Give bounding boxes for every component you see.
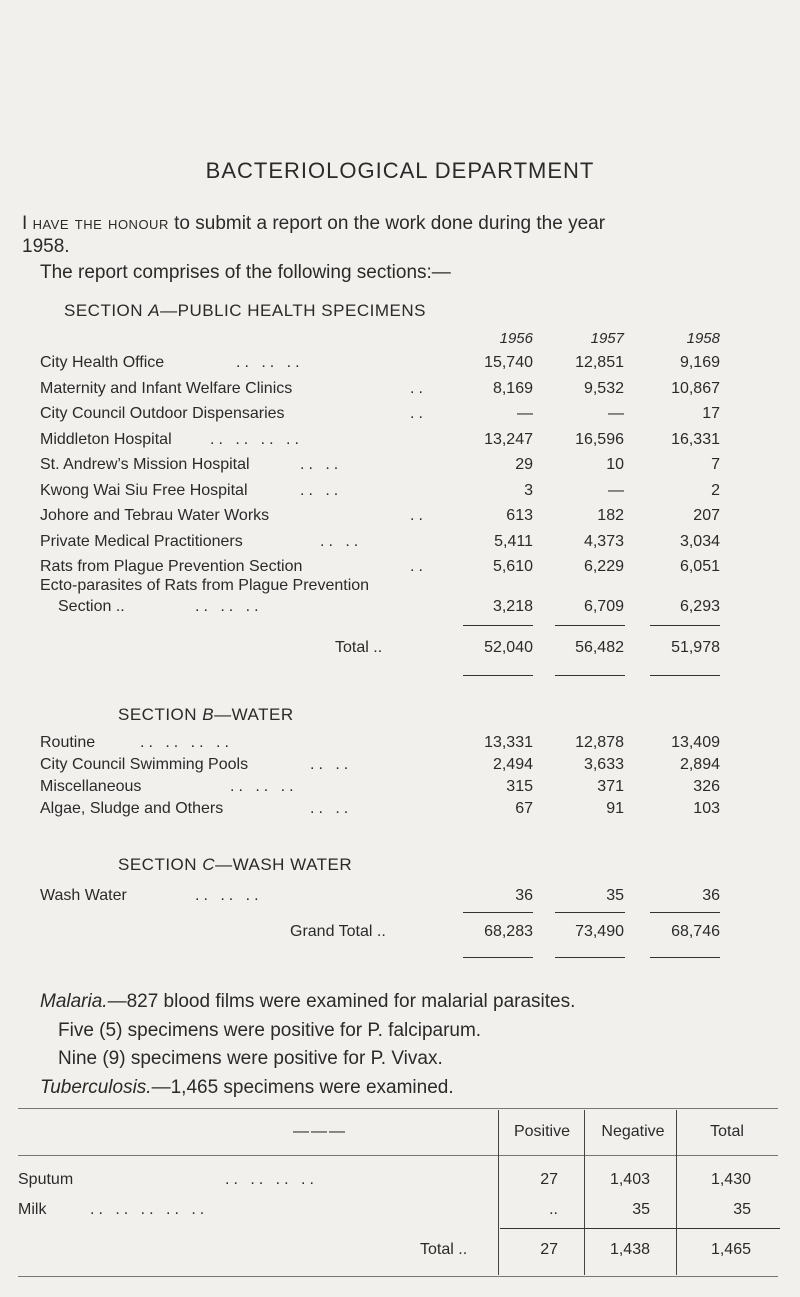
section-b-heading: SECTION B—WATER xyxy=(118,705,294,724)
intro-smallcaps: have the honour xyxy=(32,213,169,234)
section-a-heading: SECTION A—PUBLIC HEALTH SPECIMENS xyxy=(64,301,426,320)
rule-a-1956-bottom xyxy=(463,675,533,676)
malaria-text: —827 blood films were examined for malarial parasites. xyxy=(107,991,576,1012)
row-label: Johore and Tebrau Water Works xyxy=(40,507,270,524)
row-dots: .. .. xyxy=(300,456,343,473)
tb-header-total: Total xyxy=(710,1123,744,1140)
row-value-1957: 6,229 xyxy=(583,558,624,575)
intro-line-2: 1958. xyxy=(22,236,70,257)
tb-row-positive: .. xyxy=(549,1201,558,1218)
row-value-1957: 35 xyxy=(606,887,624,904)
tb-total-positive: 27 xyxy=(540,1241,558,1258)
ecto-label-line-2: Section .. xyxy=(58,598,125,615)
row-value-1958: 13,409 xyxy=(671,734,720,751)
section-a-total-1958: 51,978 xyxy=(671,639,720,656)
tuberculosis-line xyxy=(40,1077,454,1099)
row-value-1957: 91 xyxy=(606,800,624,817)
row-value-1958: 17 xyxy=(702,405,720,422)
ecto-label-line-1: Ecto-parasites of Rats from Plague Prevention xyxy=(40,577,370,594)
rule-c-1958-top xyxy=(650,912,720,913)
row-value-1957: 10 xyxy=(606,456,624,473)
section-c-heading: SECTION C—WASH WATER xyxy=(118,855,353,874)
row-dots: .. .. xyxy=(310,756,353,773)
tb-corner: ——— xyxy=(293,1123,347,1140)
row-value-1957: 4,373 xyxy=(583,532,624,550)
row-value-1956: 3 xyxy=(524,481,533,499)
rule-c-1958-bottom xyxy=(650,957,720,958)
row-label: City Health Office xyxy=(40,354,165,371)
rule-c-1956-bottom xyxy=(463,957,533,958)
row-value-1956: 13,331 xyxy=(484,734,533,751)
row-dots: .. xyxy=(410,507,427,524)
page-title: BACTERIOLOGICAL DEPARTMENT xyxy=(205,158,595,183)
row-label: Miscellaneous xyxy=(40,778,142,795)
row-label: Maternity and Infant Welfare Clinics xyxy=(40,379,293,397)
tb-row-total: 35 xyxy=(733,1201,751,1218)
rule-c-1956-top xyxy=(463,912,533,913)
row-value-1956: 2,494 xyxy=(492,756,533,773)
row-value-1957: 182 xyxy=(597,507,624,524)
row-dots: .. .. xyxy=(300,481,343,499)
row-label: Routine xyxy=(40,734,96,751)
ecto-1956: 3,218 xyxy=(492,598,533,615)
row-value-1958: 3,034 xyxy=(679,532,720,550)
tb-row-label: Milk xyxy=(18,1201,47,1218)
section-a-total-1957: 56,482 xyxy=(575,639,624,656)
row-value-1957: 12,878 xyxy=(575,734,624,751)
tb-row-positive: 27 xyxy=(540,1171,558,1188)
rule-c-1957-bottom xyxy=(555,957,625,958)
tb-header-negative: Negative xyxy=(601,1123,665,1140)
malaria-line-1 xyxy=(40,991,575,1013)
row-label: Rats from Plague Prevention Section xyxy=(40,558,303,575)
row-value-1956: 15,740 xyxy=(484,354,533,371)
row-value-1956: 36 xyxy=(515,887,533,904)
row-value-1956: 13,247 xyxy=(484,430,533,448)
tb-row-total: 1,430 xyxy=(710,1171,751,1188)
row-dots: .. .. .. .. xyxy=(140,734,233,751)
row-value-1958: 326 xyxy=(693,778,720,795)
tb-header-rule xyxy=(18,1155,778,1156)
rule-a-1957-bottom xyxy=(555,675,625,676)
row-value-1957: — xyxy=(608,405,624,422)
row-value-1957: 16,596 xyxy=(575,430,624,448)
row-value-1956: — xyxy=(517,405,533,422)
row-value-1956: 8,169 xyxy=(492,379,533,397)
year-1958: 1958 xyxy=(686,330,720,347)
rule-a-1956-top xyxy=(463,625,533,626)
row-label: City Council Swimming Pools xyxy=(40,756,249,773)
row-dots: .. .. xyxy=(320,532,363,550)
intro-line-1-rest: to submit a report on the work done during the year xyxy=(174,213,606,234)
row-label: Algae, Sludge and Others xyxy=(40,800,224,817)
row-value-1958: 2,894 xyxy=(679,756,720,773)
row-value-1956: 315 xyxy=(506,778,533,795)
tb-row-label: Sputum xyxy=(18,1171,74,1188)
row-value-1957: 371 xyxy=(597,778,624,795)
row-value-1957: 9,532 xyxy=(583,379,624,397)
row-value-1956: 29 xyxy=(515,456,533,473)
row-value-1958: 207 xyxy=(693,507,720,524)
malaria-heading: Malaria. xyxy=(40,991,108,1012)
row-dots: .. .. .. xyxy=(230,778,298,795)
tuberculosis-text: —1,465 specimens were examined. xyxy=(151,1077,454,1098)
row-value-1956: 67 xyxy=(515,800,533,817)
intro-first-word: I xyxy=(22,213,28,234)
tb-row-dots: .. .. .. .. .. xyxy=(90,1201,209,1218)
row-dots: .. .. xyxy=(310,800,353,817)
rule-c-1957-top xyxy=(555,912,625,913)
ecto-1957: 6,709 xyxy=(583,598,624,615)
row-value-1958: 7 xyxy=(711,456,720,473)
row-value-1957: 3,633 xyxy=(583,756,624,773)
intro-line-1 xyxy=(22,213,605,235)
row-dots: .. xyxy=(410,405,427,422)
row-value-1958: 6,051 xyxy=(679,558,720,575)
tb-table-bottom-rule xyxy=(18,1276,778,1277)
row-value-1958: 9,169 xyxy=(679,354,720,371)
row-label: Private Medical Practitioners xyxy=(40,532,243,550)
row-label: Wash Water xyxy=(40,887,127,904)
tb-total-rule xyxy=(500,1228,780,1229)
malaria-line-3: Nine (9) specimens were positive for P. Vivax. xyxy=(58,1048,443,1069)
row-value-1957: — xyxy=(608,481,624,499)
tb-row-dots: .. .. .. .. xyxy=(225,1171,318,1188)
row-label: Kwong Wai Siu Free Hospital xyxy=(40,481,248,499)
row-label: St. Andrew’s Mission Hospital xyxy=(40,456,250,473)
section-a-total-label: Total .. xyxy=(335,639,383,656)
row-value-1958: 36 xyxy=(702,887,720,904)
row-dots: .. xyxy=(410,558,427,575)
tb-row-negative: 1,403 xyxy=(609,1171,650,1188)
tb-table-top-rule xyxy=(18,1108,778,1109)
tb-row-negative: 35 xyxy=(632,1201,650,1218)
rule-a-1957-top xyxy=(555,625,625,626)
row-value-1958: 103 xyxy=(693,800,720,817)
grand-total-1956: 68,283 xyxy=(484,923,533,940)
row-dots: .. .. .. xyxy=(195,887,263,904)
intro-line-3: The report comprises of the following sections:— xyxy=(40,262,451,283)
row-value-1956: 5,411 xyxy=(494,532,533,550)
tb-header-positive: Positive xyxy=(513,1123,571,1140)
row-value-1956: 613 xyxy=(506,507,533,524)
row-value-1957: 12,851 xyxy=(575,354,624,371)
tb-total-total: 1,465 xyxy=(710,1241,751,1258)
grand-total-label: Grand Total .. xyxy=(290,923,386,940)
row-value-1958: 10,867 xyxy=(671,379,720,397)
row-dots: .. xyxy=(410,379,427,397)
rule-a-1958-bottom xyxy=(650,675,720,676)
malaria-line-2: Five (5) specimens were positive for P. falciparum. xyxy=(58,1020,482,1041)
row-label: Middleton Hospital xyxy=(40,430,172,448)
row-dots: .. .. .. xyxy=(236,354,304,371)
tb-total-label: Total .. xyxy=(420,1241,468,1258)
year-1956: 1956 xyxy=(499,330,533,347)
section-a-total-1956: 52,040 xyxy=(484,639,533,656)
grand-total-1958: 68,746 xyxy=(671,923,720,940)
row-label: City Council Outdoor Dispensaries xyxy=(40,405,285,422)
rule-a-1958-top xyxy=(650,625,720,626)
row-value-1956: 5,610 xyxy=(492,558,533,575)
year-1957: 1957 xyxy=(590,330,624,347)
ecto-dots: .. .. .. xyxy=(195,598,263,615)
row-value-1958: 2 xyxy=(711,481,720,499)
tuberculosis-heading: Tuberculosis. xyxy=(40,1077,152,1098)
ecto-1958: 6,293 xyxy=(679,598,720,615)
row-dots: .. .. .. .. xyxy=(210,430,303,448)
tb-total-negative: 1,438 xyxy=(609,1241,650,1258)
grand-total-1957: 73,490 xyxy=(575,923,624,940)
row-value-1958: 16,331 xyxy=(671,430,720,448)
